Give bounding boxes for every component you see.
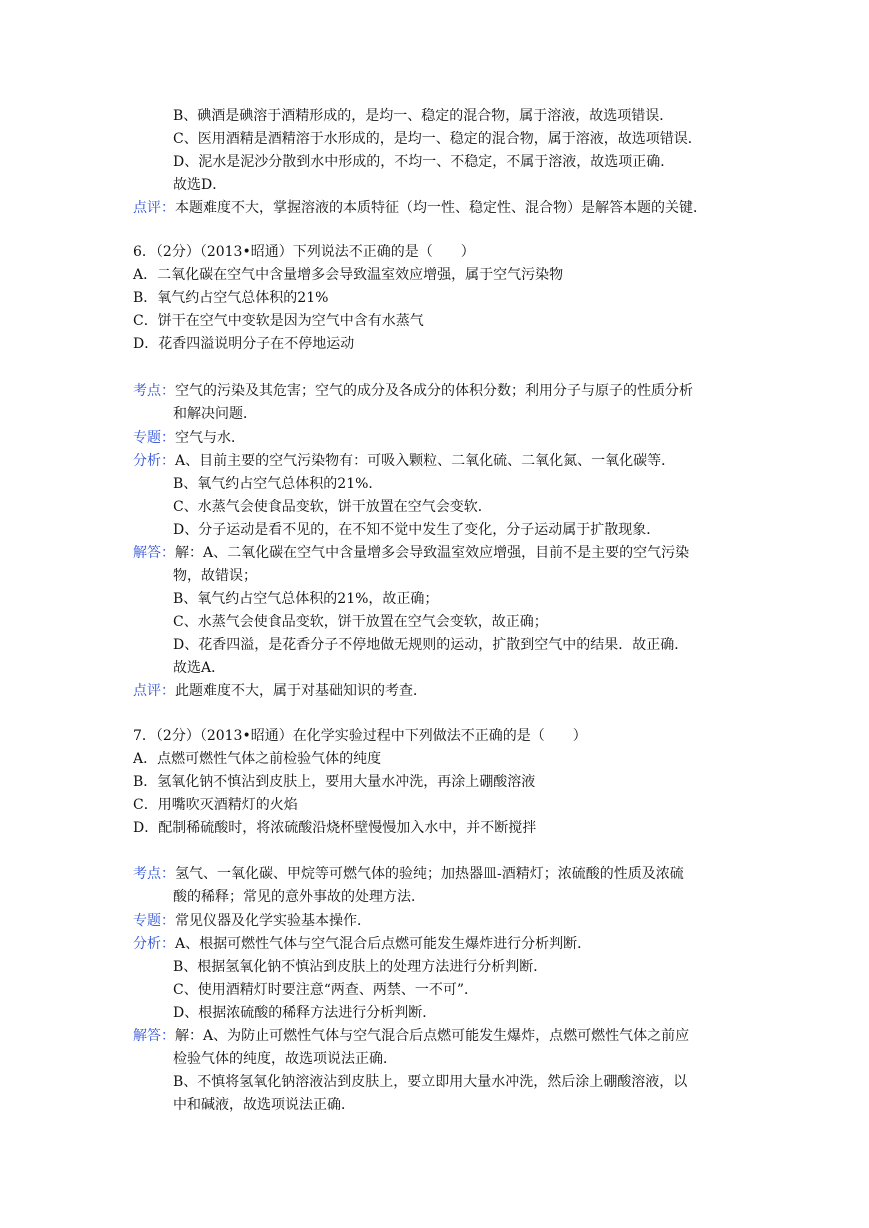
q6-jieda [133,543,689,564]
q7-jieda [133,1026,689,1047]
q7-option-d: D．配制稀硫酸时，将浓硫酸沿烧杯壁慢慢加入水中，并不断搅拌 [133,820,537,836]
q7-stem: 7．（2分）（2013•昭通）在化学实验过程中下列做法不正确的是（ ） [133,728,587,744]
q7-jieda-line: B、不慎将氢氧化钠溶液沾到皮肤上，要立即用大量水冲洗，然后涂上硼酸溶液，以 [173,1074,688,1090]
prev-answer-line: D、泥水是泥沙分散到水中形成的，不均一、不稳定，不属于溶液，故选项正确． [173,154,675,170]
q6-fenxi-line: D、分子运动是看不见的，在不知不觉中发生了变化，分子运动属于扩散现象． [173,522,661,538]
q6-zhuanti [133,428,245,449]
q7-fenxi-line: D、根据浓硫酸的稀释方法进行分析判断． [173,1005,437,1021]
jieda-label: 解答： [133,1028,175,1044]
q6-option-a: A．二氧化碳在空气中含量增多会导致温室效应增强，属于空气污染物 [133,267,564,283]
jieda-text: 解：A、为防止可燃性气体与空气混合后点燃可能发生爆炸，点燃可燃性气体之前应 [175,1028,690,1044]
kaodian-text: 空气的污染及其危害；空气的成分及各成分的体积分数；利用分子与原子的性质分析 [175,383,693,399]
q6-option-c: C．饼干在空气中变软是因为空气中含有水蒸气 [133,313,424,329]
zhuanti-label: 专题： [133,913,175,929]
q6-option-d: D．花香四溢说明分子在不停地运动 [133,336,355,352]
kaodian-text: 氢气、一氧化碳、甲烷等可燃气体的验纯；加热器皿-酒精灯；浓硫酸的性质及浓硫 [175,866,684,882]
dianping-label: 点评： [133,683,175,699]
q6-stem: 6．（2分）（2013•昭通）下列说法不正确的是（ ） [133,244,475,260]
q6-fenxi [133,451,675,472]
jieda-label: 解答： [133,545,175,561]
zhuanti-label: 专题： [133,430,175,446]
fenxi-text: A、根据可燃性气体与空气混合后点燃可能发生爆炸进行分析判断． [175,936,592,952]
q7-jieda-line: 中和碱液，故选项说法正确． [173,1097,355,1113]
q7-jieda-line: 检验气体的纯度，故选项说法正确． [173,1051,397,1067]
comment-text: 本题难度不大，掌握溶液的本质特征（均一性、稳定性、混合物）是解答本题的关键． [175,200,707,216]
q7-option-b: B．氢氧化钠不慎沾到皮肤上，要用大量水冲洗，再涂上硼酸溶液 [133,774,536,790]
q6-dianping [133,681,427,702]
fenxi-label: 分析： [133,453,175,469]
zhuanti-text: 常见仪器及化学实验基本操作． [175,913,371,929]
prev-answer-line: 故选D． [173,177,227,193]
prev-answer-line: C、医用酒精是酒精溶于水形成的，是均一、稳定的混合物，属于溶液，故选项错误． [173,131,702,147]
q6-option-b: B．氧气约占空气总体积的21% [133,290,329,306]
q6-fenxi-line: C、水蒸气会使食品变软，饼干放置在空气会变软． [173,499,492,515]
q7-kaodian-cont: 酸的稀释；常见的意外事故的处理方法． [173,889,425,905]
q6-jieda-line: 故选A． [173,660,226,676]
zhuanti-text: 空气与水． [175,430,245,446]
q7-kaodian [133,864,684,885]
kaodian-label: 考点： [133,866,175,882]
q6-jieda-line: B、氧气约占空气总体积的21%，故正确； [173,591,439,607]
comment-label: 点评： [133,200,175,216]
q6-kaodian [133,381,693,402]
jieda-text: 解：A、二氧化碳在空气中含量增多会导致温室效应增强，目前不是主要的空气污染 [175,545,690,561]
q7-option-c: C．用嘴吹灭酒精灯的火焰 [133,797,298,813]
fenxi-label: 分析： [133,936,175,952]
q6-fenxi-line: B、氧气约占空气总体积的21%． [173,476,383,492]
prev-answer-line: B、碘酒是碘溶于酒精形成的，是均一、稳定的混合物，属于溶液，故选项错误． [173,108,674,124]
q7-option-a: A．点燃可燃性气体之前检验气体的纯度 [133,751,382,767]
dianping-text: 此题难度不大，属于对基础知识的考查． [175,683,427,699]
q7-fenxi-line: C、使用酒精灯时要注意“两查、两禁、一不可”． [173,982,479,998]
q6-jieda-line: D、花香四溢，是花香分子不停地做无规则的运动，扩散到空气中的结果．故正确． [173,637,689,653]
q6-jieda-line: C、水蒸气会使食品变软，饼干放置在空气会变软，故正确； [173,614,548,630]
q6-kaodian-cont: 和解决问题． [173,406,257,422]
q7-zhuanti [133,911,371,932]
kaodian-label: 考点： [133,383,175,399]
q7-fenxi-line: B、根据氢氧化钠不慎沾到皮肤上的处理方法进行分析判断． [173,959,548,975]
fenxi-text: A、目前主要的空气污染物有：可吸入颗粒、二氧化硫、二氧化氮、一氧化碳等． [175,453,676,469]
q6-jieda-line: 物，故错误； [173,568,257,584]
q7-fenxi [133,934,591,955]
prev-comment [133,198,707,219]
